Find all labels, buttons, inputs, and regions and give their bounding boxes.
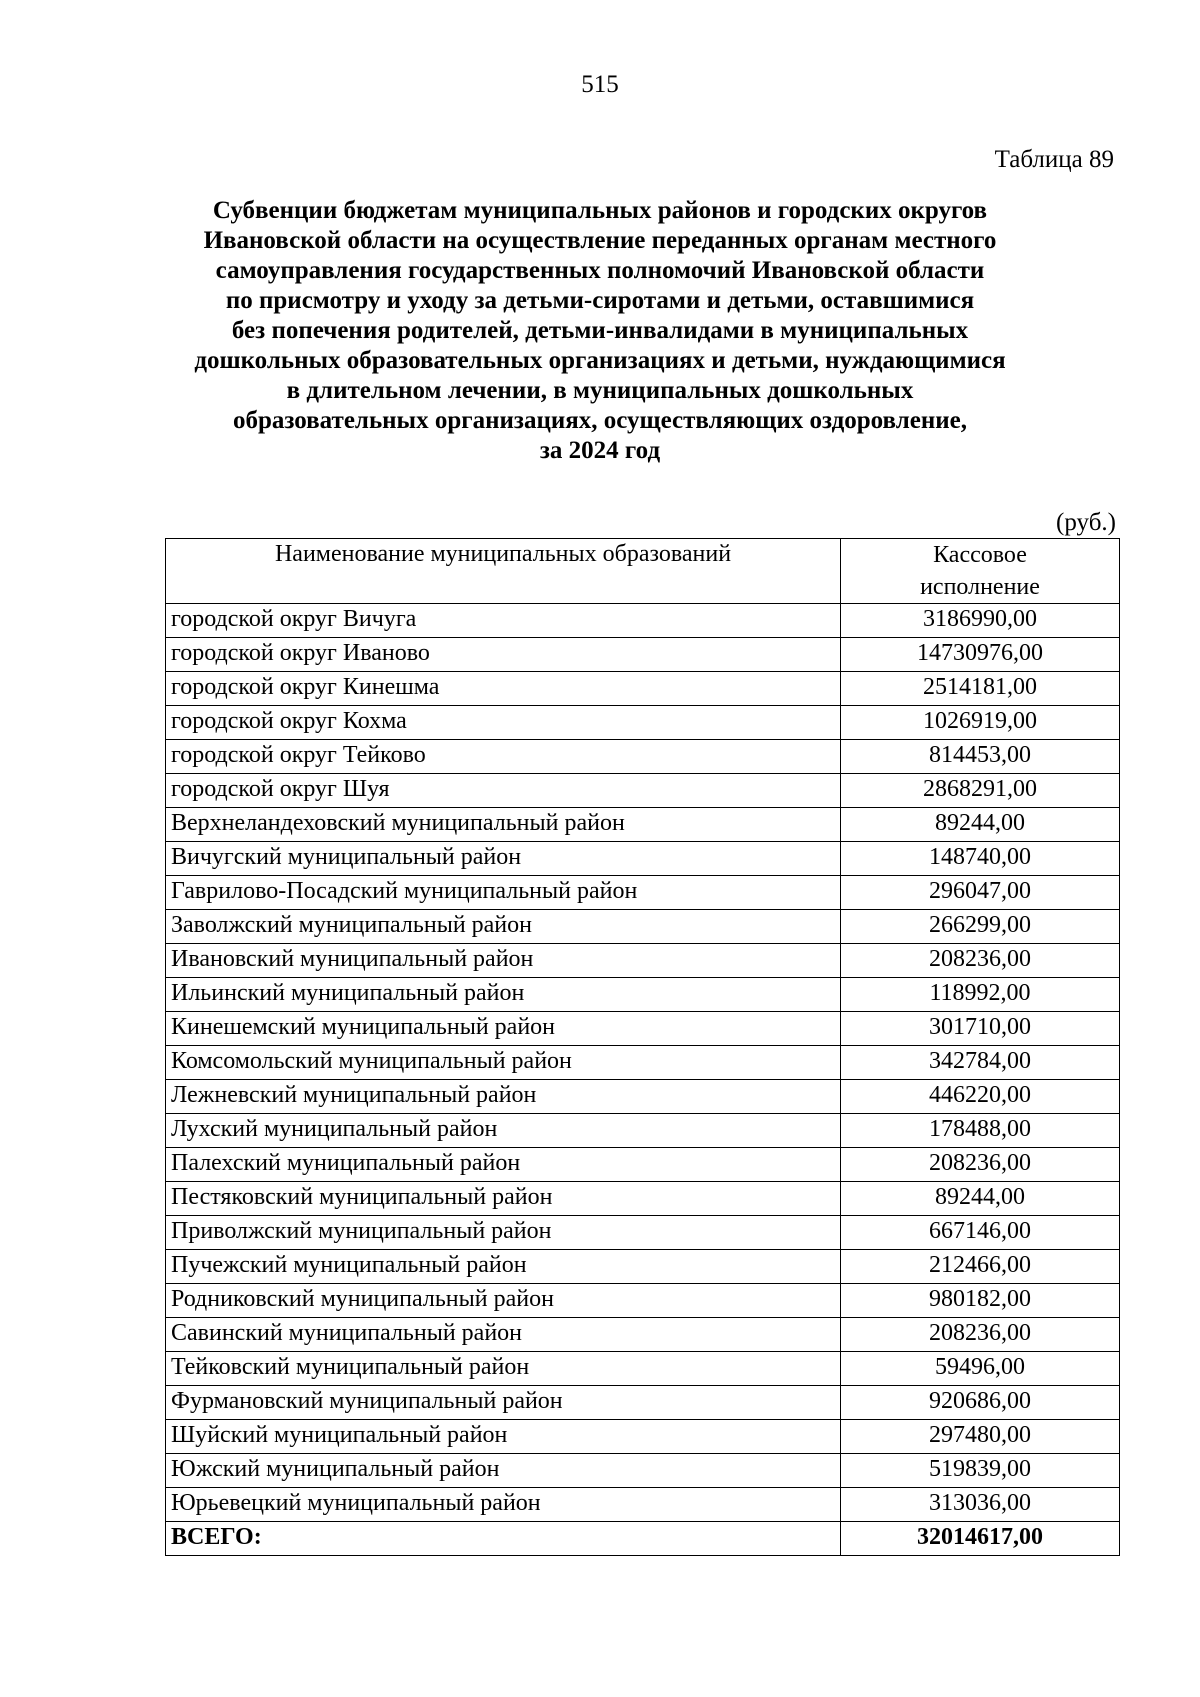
table-row: [166, 1454, 1120, 1488]
row-value: 1026919,00: [841, 706, 1120, 740]
table-row: [166, 944, 1120, 978]
row-value: 446220,00: [841, 1080, 1120, 1114]
row-value: 296047,00: [841, 876, 1120, 910]
title-line: в длительном лечении, в муниципальных дошкольных: [286, 377, 914, 404]
row-value: 297480,00: [841, 1420, 1120, 1454]
header-value-line2: исполнение: [920, 574, 1040, 600]
row-value: 980182,00: [841, 1284, 1120, 1318]
table-row: [166, 1386, 1120, 1420]
table-row: [166, 1250, 1120, 1284]
row-name: Лежневский муниципальный район: [166, 1080, 841, 1114]
row-name: Шуйский муниципальный район: [166, 1420, 841, 1454]
total-label: ВСЕГО:: [166, 1522, 841, 1556]
row-value: 208236,00: [841, 1148, 1120, 1182]
row-name: Заволжский муниципальный район: [166, 910, 841, 944]
row-value: 118992,00: [841, 978, 1120, 1012]
row-value: 89244,00: [841, 808, 1120, 842]
row-name: Вичугский муниципальный район: [166, 842, 841, 876]
row-name: Комсомольский муниципальный район: [166, 1046, 841, 1080]
row-name: Савинский муниципальный район: [166, 1318, 841, 1352]
document-title: [150, 196, 1050, 466]
table-row: [166, 604, 1120, 638]
row-value: 667146,00: [841, 1216, 1120, 1250]
table-row: [166, 910, 1120, 944]
title-line: по присмотру и уходу за детьми-сиротами и детьми, оставшимися: [225, 287, 975, 314]
title-line: без попечения родителей, детьми-инвалидами в муниципальных: [231, 317, 969, 344]
row-name: Тейковский муниципальный район: [166, 1352, 841, 1386]
row-name: Верхнеландеховский муниципальный район: [166, 808, 841, 842]
row-value: 313036,00: [841, 1488, 1120, 1522]
table-row: [166, 808, 1120, 842]
row-value: 89244,00: [841, 1182, 1120, 1216]
row-name: Фурмановский муниципальный район: [166, 1386, 841, 1420]
table-row: [166, 978, 1120, 1012]
header-value: [841, 539, 1120, 604]
total-value: 32014617,00: [841, 1522, 1120, 1556]
table-row: [166, 1012, 1120, 1046]
row-name: Палехский муниципальный район: [166, 1148, 841, 1182]
table-row: [166, 1284, 1120, 1318]
row-value: 14730976,00: [841, 638, 1120, 672]
row-name: Лухский муниципальный район: [166, 1114, 841, 1148]
row-name: городской округ Кохма: [166, 706, 841, 740]
units-label: (руб.): [1056, 509, 1116, 536]
table-header-row: [166, 539, 1120, 604]
table-row: [166, 876, 1120, 910]
table-row: [166, 672, 1120, 706]
header-name: Наименование муниципальных образований: [166, 539, 841, 604]
row-value: 59496,00: [841, 1352, 1120, 1386]
row-value: 342784,00: [841, 1046, 1120, 1080]
row-value: 208236,00: [841, 944, 1120, 978]
title-line: образовательных организациях, осуществляющих оздоровление,: [233, 407, 967, 434]
page-number: 515: [581, 71, 619, 98]
row-name: Приволжский муниципальный район: [166, 1216, 841, 1250]
row-value: 208236,00: [841, 1318, 1120, 1352]
row-name: городской округ Иваново: [166, 638, 841, 672]
row-value: 920686,00: [841, 1386, 1120, 1420]
table-label: Таблица 89: [994, 146, 1114, 173]
title-line: Ивановской области на осуществление переданных органам местного: [203, 227, 997, 254]
row-value: 2514181,00: [841, 672, 1120, 706]
row-name: городской округ Кинешма: [166, 672, 841, 706]
row-name: Ильинский муниципальный район: [166, 978, 841, 1012]
table-row: [166, 842, 1120, 876]
table-row: [166, 1114, 1120, 1148]
row-value: 266299,00: [841, 910, 1120, 944]
row-name: Юрьевецкий муниципальный район: [166, 1488, 841, 1522]
row-name: Кинешемский муниципальный район: [166, 1012, 841, 1046]
row-name: Южский муниципальный район: [166, 1454, 841, 1488]
row-value: 148740,00: [841, 842, 1120, 876]
table-row: [166, 1182, 1120, 1216]
table-row: [166, 1488, 1120, 1522]
title-line: за 2024 год: [539, 437, 661, 464]
row-value: 3186990,00: [841, 604, 1120, 638]
table-row: [166, 1420, 1120, 1454]
row-name: городской округ Вичуга: [166, 604, 841, 638]
title-line: самоуправления государственных полномочий Ивановской области: [215, 257, 985, 284]
table-row: [166, 1148, 1120, 1182]
row-name: Пучежский муниципальный район: [166, 1250, 841, 1284]
table-row: [166, 1216, 1120, 1250]
header-value-line1: Кассовое: [933, 542, 1027, 568]
table-row: [166, 1080, 1120, 1114]
row-value: 212466,00: [841, 1250, 1120, 1284]
total-row: [166, 1522, 1120, 1556]
subventions-table: [165, 538, 1120, 1556]
row-value: 178488,00: [841, 1114, 1120, 1148]
title-line: дошкольных образовательных организациях и детьми, нуждающимися: [194, 347, 1006, 374]
row-name: Ивановский муниципальный район: [166, 944, 841, 978]
table-row: [166, 1046, 1120, 1080]
row-name: городской округ Шуя: [166, 774, 841, 808]
row-value: 301710,00: [841, 1012, 1120, 1046]
table-row: [166, 774, 1120, 808]
row-name: Пестяковский муниципальный район: [166, 1182, 841, 1216]
table-row: [166, 740, 1120, 774]
row-name: городской округ Тейково: [166, 740, 841, 774]
table-body: [166, 604, 1120, 1556]
row-value: 814453,00: [841, 740, 1120, 774]
row-name: Родниковский муниципальный район: [166, 1284, 841, 1318]
title-line: Субвенции бюджетам муниципальных районов и городских округов: [212, 197, 988, 224]
table-row: [166, 1318, 1120, 1352]
row-value: 2868291,00: [841, 774, 1120, 808]
row-name: Гаврилово-Посадский муниципальный район: [166, 876, 841, 910]
table-row: [166, 1352, 1120, 1386]
table-row: [166, 706, 1120, 740]
table-row: [166, 638, 1120, 672]
row-value: 519839,00: [841, 1454, 1120, 1488]
